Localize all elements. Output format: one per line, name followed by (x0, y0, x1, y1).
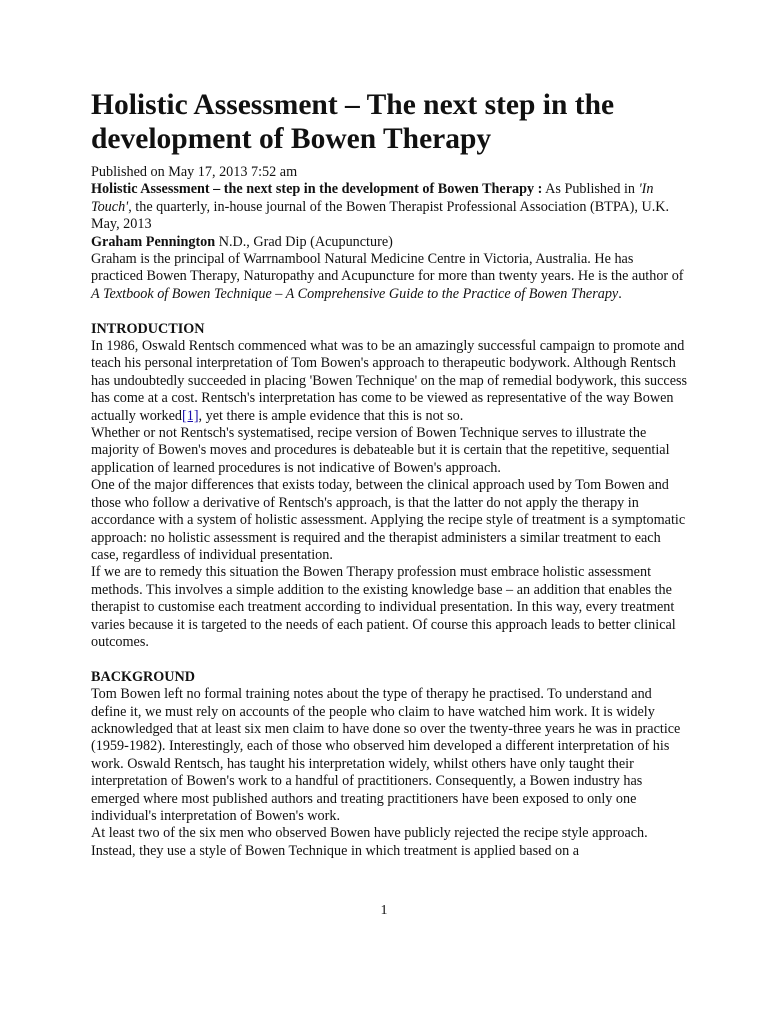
introduction-paragraph-3: One of the major differences that exists today, between the clinical approach used by Tom Bowen and those who follow a derivative of Rentsch's approach, is that the latter do not apply the therapy in accordance with a system of holistic assessment. Applying the recipe style of treatment is a symptomatic approach: no holistic assessment is required and the therapist administers a similar treatment to each case, regardless of individual presentation. (91, 477, 686, 563)
author-bio-end: . (618, 285, 622, 302)
introduction-paragraph-4: If we are to remedy this situation the Bowen Therapy profession must embrace holistic assessment methods. This involves a simple addition to the existing knowledge base – an addition that enables the therapist to customise each treatment according to individual presentation. In this way, every treatment varies because it is targeted to the needs of each patient. Of course this approach leads to better clinical outcomes. (91, 564, 676, 650)
book-title: A Textbook of Bowen Technique – A Comprehensive Guide to the Practice of Bowen Therapy (91, 285, 619, 302)
author-bio-start: Graham is the principal of Warrnambool Natural Medicine Centre in Victoria, Australia. He has practiced Bowen Therapy, Naturopathy and Acupuncture for more than twenty years. He is the author of (91, 251, 684, 285)
author-line (91, 234, 688, 251)
background-heading: BACKGROUND (91, 668, 196, 685)
background-paragraph-1: Tom Bowen left no formal training notes about the type of therapy he practised. To understand and define it, we must rely on accounts of the people who claim to have watched him work. It is widely acknowledged that at least six men claim to have done so over the twenty-three years he was in practice (1959-1982). Interestingly, each of those who observed him developed a different interpretation of his work. Oswald Rentsch, has taught his interpretation widely, whilst others have only taught their interpretation of Bowen's work to a handful of practitioners. Consequently, a Bowen industry has emerged where most published authors and treating practitioners have been exposed to only one individual's interpretation of Bowen's work. (91, 686, 681, 824)
intro-p1-text-end: , yet there is ample evidence that this is not so. (198, 407, 464, 424)
page-number: 1 (380, 903, 388, 918)
author-name: Graham Pennington (91, 233, 216, 250)
document-body (91, 164, 688, 860)
publication-note (91, 181, 688, 233)
background-paragraph-2: At least two of the six men who observed Bowen have publicly rejected the recipe style approach. Instead, they use a style of Bowen Technique in which treatment is applied based on a (91, 825, 648, 859)
footnote-link-1[interactable]: [1] (182, 407, 199, 424)
introduction-heading: INTRODUCTION (91, 320, 205, 337)
publication-bold-title: Holistic Assessment – the next step in the development of Bowen Therapy : (91, 181, 543, 198)
author-credentials: N.D., Grad Dip (Acupuncture) (215, 233, 393, 250)
intro-p1-text: In 1986, Oswald Rentsch commenced what was to be an amazingly successful campaign to promote and teach his personal interpretation of Tom Bowen's approach to therapeutic bodywork. Although Rentsch has undoubtedly succeeded in placing 'Bowen Technique' on the map of remedial bodywork, this success has come at a cost. Rentsch's interpretation has come to be viewed as representative of the way Bowen actually worked (91, 338, 688, 424)
journal-name: 'In Touch' (91, 181, 654, 215)
author-bio (91, 251, 688, 303)
introduction-paragraph-1 (91, 338, 688, 425)
document-title: Holistic Assessment – The next step in the development of Bowen Therapy (91, 89, 615, 155)
published-date: Published on May 17, 2013 7:52 am (91, 164, 298, 180)
publication-as-published: As Published in (542, 181, 639, 198)
journal-details: , the quarterly, in-house journal of the Bowen Therapist Professional Association (BTPA), U.K. May, 2013 (91, 198, 670, 233)
introduction-paragraph-2: Whether or not Rentsch's systematised, recipe version of Bowen Technique serves to illustrate the majority of Bowen's moves and procedures is debateable but it is certain that the repetitive, sequential application of learned procedures is not indicative of Bowen's approach. (91, 425, 670, 476)
